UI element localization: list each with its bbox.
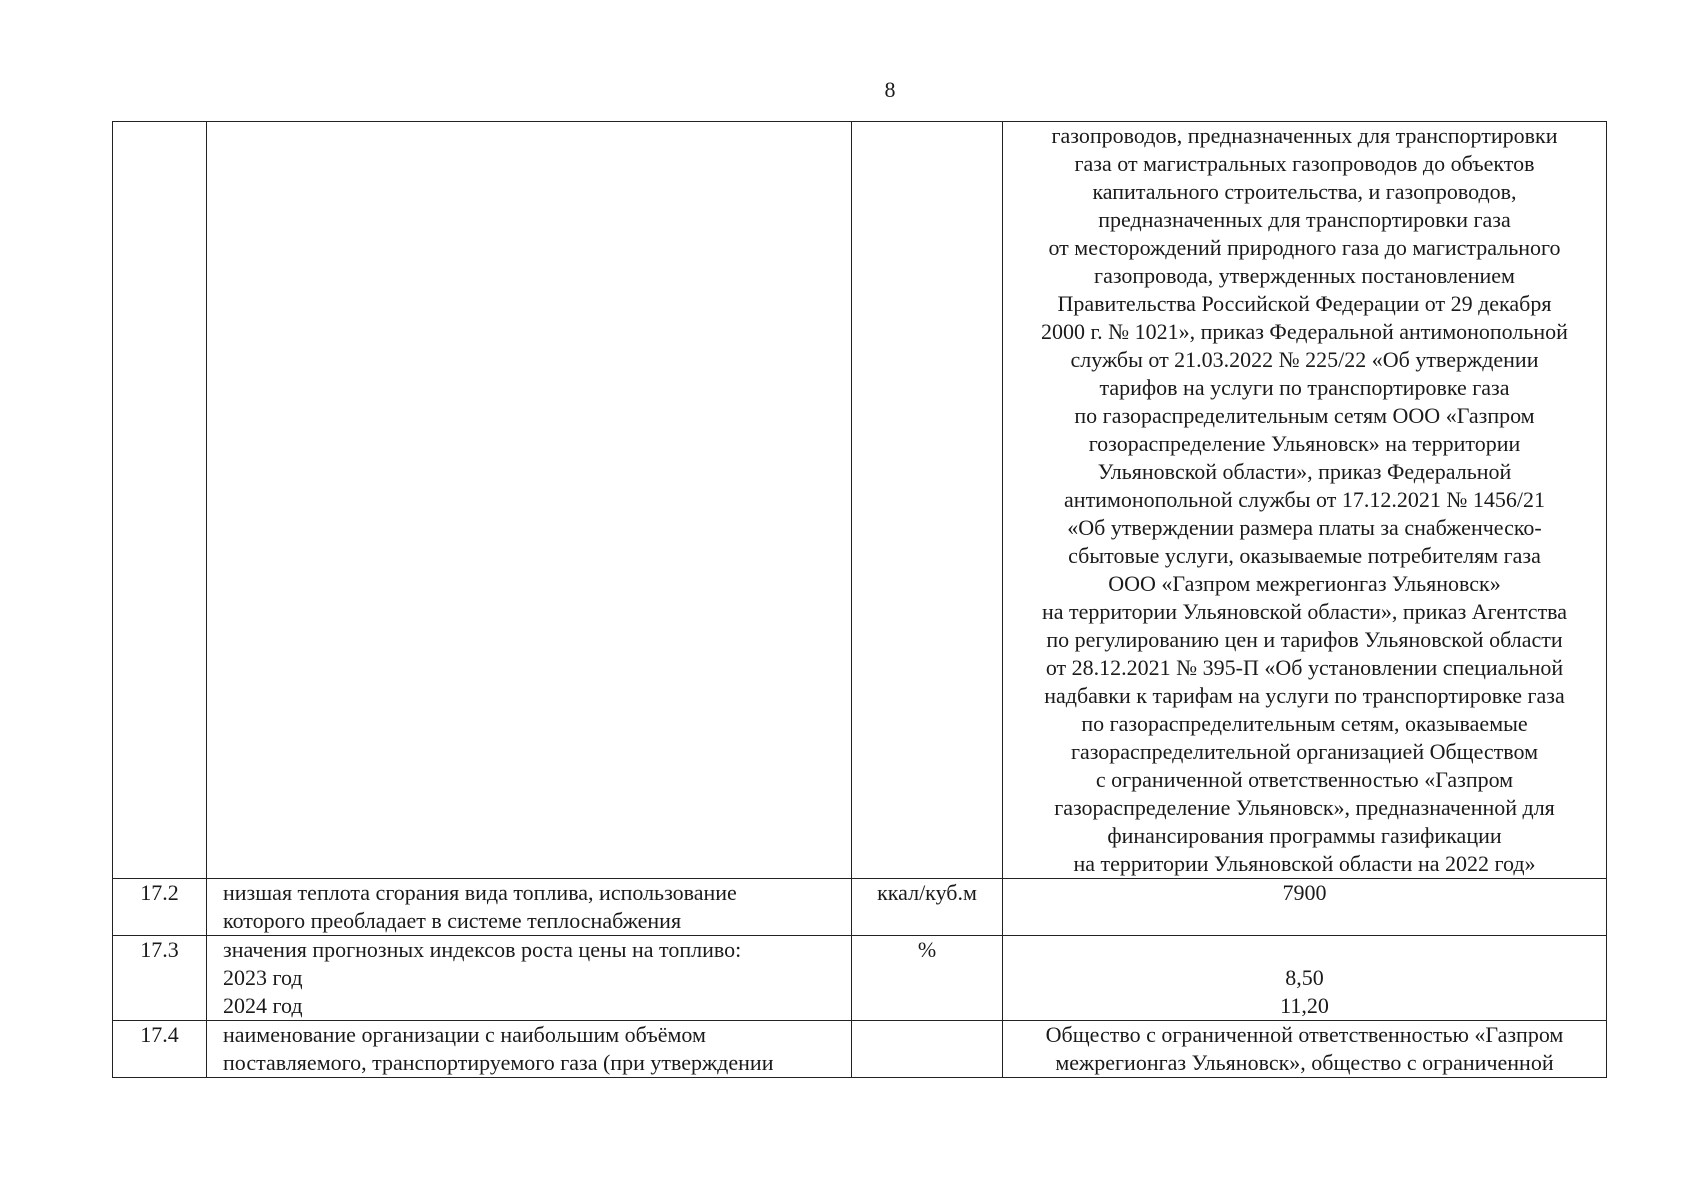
value-line: антимонопольной службы от 17.12.2021 № 1456/21 [1064, 487, 1545, 512]
value-line: 8,50 [1285, 965, 1324, 990]
row-value-cell [1003, 122, 1607, 879]
description-line: наименование организации с наибольшим объёмом [223, 1022, 706, 1047]
description-line: 2023 год [223, 965, 303, 990]
description-line: низшая теплота сгорания вида топлива, использование [223, 880, 737, 905]
value-line: газа от магистральных газопроводов до объектов [1074, 151, 1535, 176]
description-line: значения прогнозных индексов роста цены на топливо: [223, 937, 742, 962]
value-line [1009, 936, 1600, 964]
value-line: надбавки к тарифам на услуги по транспортировке газа [1044, 683, 1565, 708]
data-table [112, 121, 1607, 1078]
value-line: предназначенных для транспортировки газа [1098, 207, 1511, 232]
row-unit-cell [852, 1021, 1003, 1078]
table-row [113, 122, 1607, 879]
description-line: поставляемого, транспортируемого газа (при утверждении [223, 1050, 774, 1075]
value-line: ООО «Газпром межрегионгаз Ульяновск» [1108, 571, 1501, 596]
value-line: на территории Ульяновской области», приказ Агентства [1041, 599, 1568, 624]
row-unit-cell [852, 122, 1003, 879]
row-description-cell [207, 1021, 852, 1078]
description-line: которого преобладает в системе теплоснабжения [223, 908, 682, 933]
value-line: межрегионгаз Ульяновск», общество с ограниченной [1055, 1050, 1554, 1075]
row-value-cell [1003, 1021, 1607, 1078]
description-line: 2024 год [223, 993, 303, 1018]
row-number-cell [113, 122, 207, 879]
row-unit-cell: ккал/куб.м [852, 879, 1003, 936]
value-line: по газораспределительным сетям ООО «Газпром [1074, 403, 1535, 428]
value-line: от месторождений природного газа до магистрального [1048, 235, 1561, 260]
value-line: гозораспределение Ульяновск» на территории [1088, 431, 1521, 456]
value-line: 2000 г. № 1021», приказ Федеральной антимонопольной [1041, 319, 1568, 344]
value-line: сбытовые услуги, оказываемые потребителям газа [1068, 543, 1541, 568]
value-line: финансирования программы газификации [1107, 823, 1502, 848]
value-line: Правительства Российской Федерации от 29 декабря [1057, 291, 1552, 316]
value-line: газораспределительной организацией Обществом [1070, 739, 1539, 764]
row-number-cell: 17.3 [113, 936, 207, 1021]
row-number-cell: 17.4 [113, 1021, 207, 1078]
value-line: Общество с ограниченной ответственностью «Газпром [1045, 1022, 1564, 1047]
value-line: на территории Ульяновской области на 2022 год» [1073, 851, 1536, 876]
table-row [113, 936, 1607, 1021]
table-row [113, 1021, 1607, 1078]
row-unit-cell: % [852, 936, 1003, 1021]
table-row [113, 879, 1607, 936]
row-description-cell [207, 879, 852, 936]
value-line: Ульяновской области», приказ Федеральной [1097, 459, 1512, 484]
value-line: по газораспределительным сетям, оказываемые [1081, 711, 1528, 736]
value-line: газопроводов, предназначенных для транспортировки [1051, 123, 1558, 148]
page-number: 8 [884, 77, 896, 102]
value-line: по регулированию цен и тарифов Ульяновской области [1046, 627, 1563, 652]
value-line: 7900 [1282, 880, 1327, 905]
row-value-cell [1003, 936, 1607, 1021]
value-line: от 28.12.2021 № 395-П «Об установлении специальной [1045, 655, 1564, 680]
row-description-cell [207, 936, 852, 1021]
row-value-cell [1003, 879, 1607, 936]
row-description-cell [207, 122, 852, 879]
value-line: 11,20 [1280, 993, 1329, 1018]
value-line: газопровода, утвержденных постановлением [1094, 263, 1515, 288]
value-line: службы от 21.03.2022 № 225/22 «Об утверждении [1070, 347, 1539, 372]
value-line: капитального строительства, и газопроводов, [1092, 179, 1517, 204]
value-line: «Об утверждении размера платы за снабженческо- [1067, 515, 1542, 540]
value-line: с ограниченной ответственностью «Газпром [1095, 767, 1514, 792]
row-number-cell: 17.2 [113, 879, 207, 936]
value-line: тарифов на услуги по транспортировке газа [1099, 375, 1510, 400]
value-line: газораспределение Ульяновск», предназначенной для [1054, 795, 1555, 820]
